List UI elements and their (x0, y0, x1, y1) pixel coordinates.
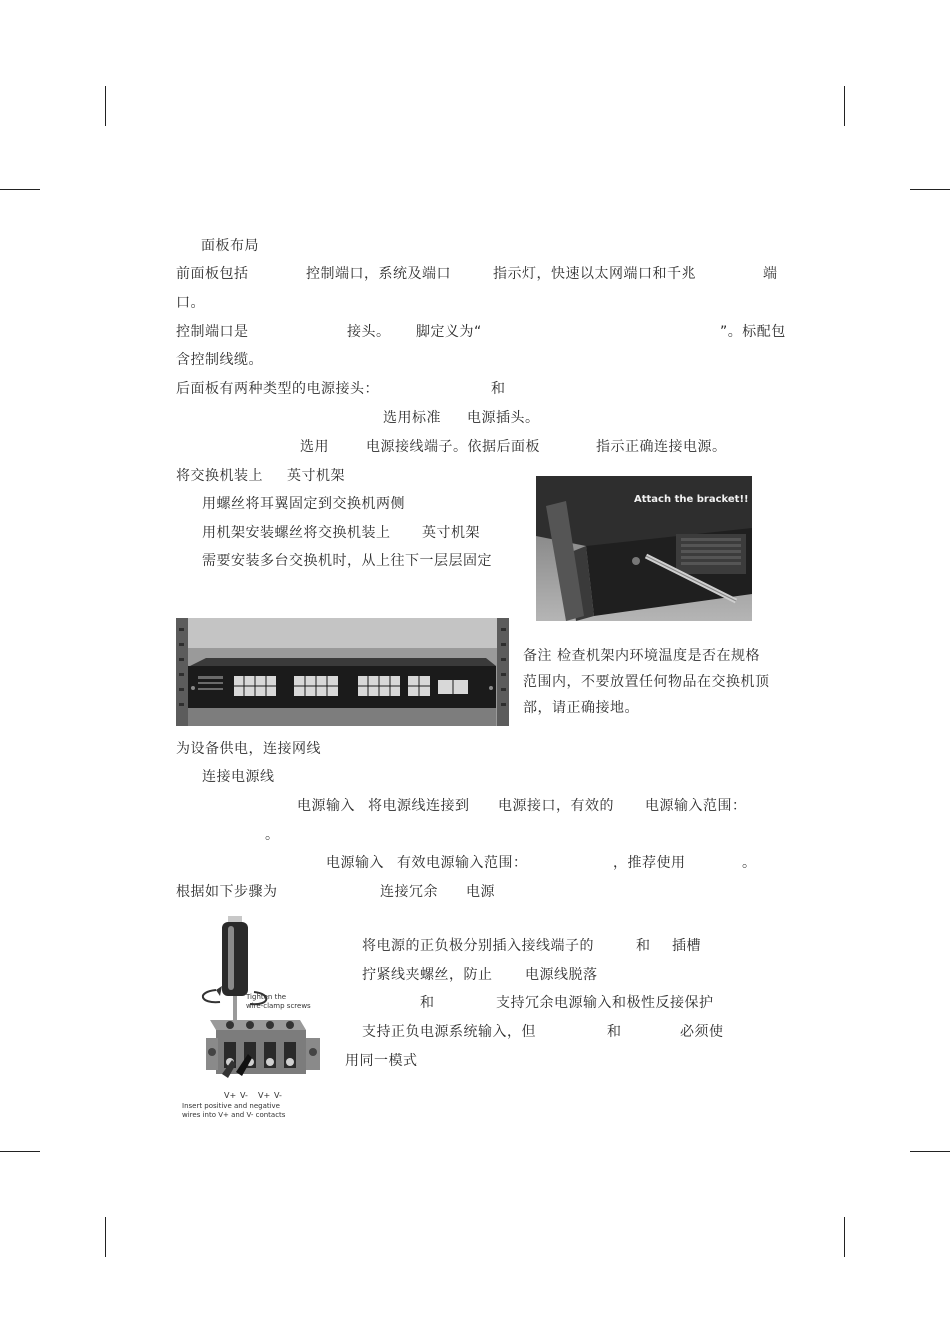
crop-mark-top-left-vertical (105, 86, 106, 126)
text-fragment: 插槽 (672, 938, 701, 954)
text-fragment: 选用标准 (383, 410, 441, 426)
bracket-caption: Attach the bracket!! (634, 494, 749, 505)
note-line-1: 备注 检查机架内环境温度是否在规格 (523, 648, 760, 664)
text-fragment: 控制端口，系统及端口 (306, 266, 451, 282)
crop-mark-bottom-right-horizontal (910, 1151, 950, 1152)
terminal-label-4: V- (274, 1091, 282, 1100)
tighten-caption-line-1: Tighten the (246, 993, 287, 1001)
text-fragment: 英寸机架 (287, 468, 345, 484)
text-fragment: 口。 (176, 295, 205, 311)
crop-mark-bottom-left-vertical (105, 1217, 106, 1257)
text-fragment: 连接冗余 (380, 884, 438, 900)
tighten-caption-line-2: wire-clamp screws (246, 1002, 311, 1010)
text-fragment: 接头。 (347, 324, 391, 340)
text-fragment: 脚定义为“ (416, 324, 482, 340)
text-fragment: 将电源线连接到 (368, 798, 470, 814)
attach-bracket-photo (536, 476, 752, 621)
text-fragment: 有效电源输入范围： (397, 855, 528, 871)
text-fragment: 和 (636, 938, 651, 954)
text-fragment: 。 (265, 827, 280, 843)
text-fragment: 电源接口，有效的 (498, 798, 614, 814)
insert-caption-line-1: Insert positive and negative (182, 1102, 280, 1110)
text-fragment: 含控制线缆。 (176, 352, 263, 368)
text-fragment: 将电源的正负极分别插入接线端子的 (362, 938, 594, 954)
text-fragment: ，推荐使用 (613, 855, 686, 871)
text-fragment: 电源输入范围： (645, 798, 747, 814)
note-line-2: 范围内，不要放置任何物品在交换机顶 (523, 674, 770, 690)
text-fragment: ”。标配包 (720, 324, 786, 340)
terminal-label-3: V+ (258, 1091, 271, 1100)
text-fragment: 电源插头。 (467, 410, 540, 426)
text-fragment: 电源接线端子。依据后面板 (366, 439, 540, 455)
text-fragment: 用机架安装螺丝将交换机装上 (202, 525, 391, 541)
crop-mark-top-right-horizontal (910, 189, 950, 190)
text-fragment: 用同一模式 (345, 1053, 418, 1069)
section-heading-panel-layout: 面板布局 (201, 238, 259, 254)
text-fragment: 为设备供电，连接网线 (176, 741, 321, 757)
text-fragment: 支持正负电源系统输入，但 (362, 1024, 536, 1040)
text-fragment: 电源输入 (326, 855, 384, 871)
text-fragment: 和 (420, 995, 435, 1011)
switch-rack-photo (176, 618, 509, 726)
note-line-3: 部，请正确接地。 (523, 700, 639, 716)
text-fragment: 。 (742, 855, 757, 871)
text-fragment: 连接电源线 (202, 769, 275, 785)
text-fragment: 电源输入 (297, 798, 355, 814)
text-fragment: 选用 (300, 439, 329, 455)
crop-mark-top-left-horizontal (0, 189, 40, 190)
text-fragment: 将交换机装上 (176, 468, 263, 484)
text-fragment: 和 (607, 1024, 622, 1040)
text-fragment: 控制端口是 (176, 324, 249, 340)
text-fragment: 英寸机架 (422, 525, 480, 541)
text-fragment: 前面板包括 (176, 266, 249, 282)
text-fragment: 支持冗余电源输入和极性反接保护 (496, 995, 714, 1011)
text-fragment: 端 (763, 266, 778, 282)
insert-caption-line-2: wires into V+ and V- contacts (182, 1111, 286, 1119)
text-fragment: 根据如下步骤为 (176, 884, 278, 900)
text-fragment: 和 (491, 381, 506, 397)
crop-mark-bottom-right-vertical (844, 1217, 845, 1257)
text-fragment: 必须使 (680, 1024, 724, 1040)
text-fragment: 电源线脱落 (525, 967, 598, 983)
text-fragment: 用螺丝将耳翼固定到交换机两侧 (202, 496, 405, 512)
text-fragment: 指示正确连接电源。 (596, 439, 727, 455)
text-fragment: 指示灯，快速以太网端口和千兆 (493, 266, 696, 282)
crop-mark-top-right-vertical (844, 86, 845, 126)
text-fragment: 后面板有两种类型的电源接头： (176, 381, 379, 397)
text-fragment: 需要安装多台交换机时，从上往下一层层固定 (202, 553, 492, 569)
terminal-label-1: V+ (224, 1091, 237, 1100)
terminal-label-2: V- (240, 1091, 248, 1100)
terminal-block-illustration (176, 912, 336, 1122)
text-fragment: 电源 (466, 884, 495, 900)
crop-mark-bottom-left-horizontal (0, 1151, 40, 1152)
text-fragment: 拧紧线夹螺丝，防止 (362, 967, 493, 983)
